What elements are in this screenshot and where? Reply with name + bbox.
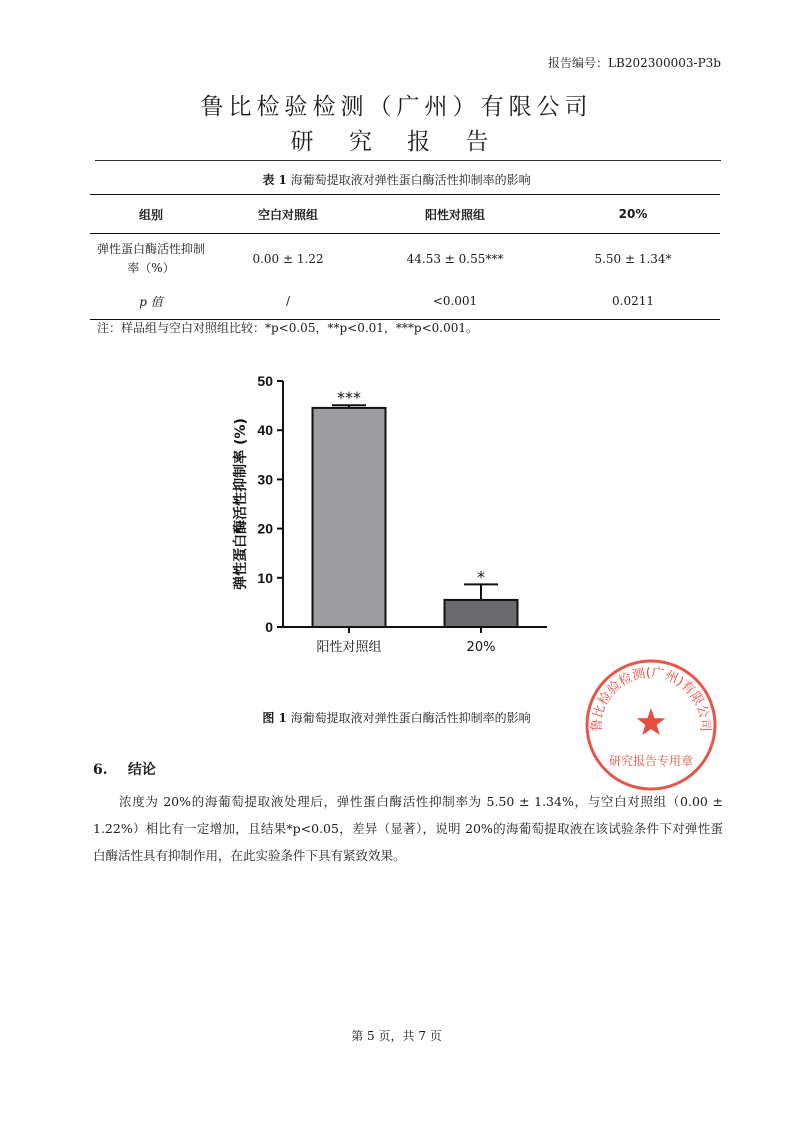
table-cell: 0.00 ± 1.22 bbox=[252, 251, 324, 266]
column-header: 空白对照组 bbox=[212, 195, 364, 234]
conclusion-paragraph: 浓度为 20%的海葡萄提取液处理后，弹性蛋白酶活性抑制率为 5.50 ± 1.34%，与空白对照组（0.00 ± 1.22%）相比有一定增加，且结果*p<0.05，差异（显著），说明 20%的海葡萄提取液在该试验条件下对弹性蛋白酶活性具有抑制作用，在此实验条件下具有紧致效果。 bbox=[93, 794, 723, 863]
figure-caption-text: 海葡萄提取液对弹性蛋白酶活性抑制率的影响 bbox=[290, 711, 531, 725]
row-label: 弹性蛋白酶活性抑制率（%） bbox=[96, 241, 205, 275]
section-title: 结论 bbox=[127, 762, 156, 778]
company-name: 鲁比检验检测（广州）有限公司 bbox=[200, 94, 593, 120]
table-header-row bbox=[90, 195, 720, 234]
seal-ring-text: 鲁比检验检测(广州)有限公司 bbox=[589, 665, 713, 733]
x-tick-label: 阳性对照组 bbox=[316, 640, 382, 655]
y-axis-title: 弹性蛋白酶活性抑制率 (%) bbox=[233, 418, 249, 590]
column-header: 阳性对照组 bbox=[364, 195, 546, 234]
table-caption-prefix: 表 1 bbox=[262, 173, 287, 187]
table-caption-text: 海葡萄提取液对弹性蛋白酶活性抑制率的影响 bbox=[290, 173, 531, 187]
section-heading bbox=[93, 759, 156, 779]
y-tick-label: 10 bbox=[257, 569, 273, 586]
table-row bbox=[90, 234, 720, 284]
column-header: 组别 bbox=[90, 195, 212, 234]
table-cell: <0.001 bbox=[364, 283, 546, 320]
bar bbox=[445, 600, 518, 627]
table-cell: 44.53 ± 0.55*** bbox=[406, 251, 504, 266]
table-cell bbox=[90, 234, 212, 284]
y-tick-label: 20 bbox=[257, 520, 273, 537]
y-tick-label: 40 bbox=[257, 422, 273, 439]
significance-label: * bbox=[477, 567, 485, 587]
table-caption bbox=[0, 171, 793, 188]
y-tick-label: 50 bbox=[257, 373, 273, 389]
chart-svg bbox=[225, 366, 565, 666]
y-tick-label: 0 bbox=[265, 619, 273, 635]
table-cell: p 值 bbox=[90, 283, 212, 320]
document-title: 研 究 报 告 bbox=[290, 129, 503, 155]
page-number: 第 5 页，共 7 页 bbox=[351, 1029, 442, 1043]
significance-label: *** bbox=[337, 388, 361, 408]
table-cell: / bbox=[212, 283, 364, 320]
table-row bbox=[90, 283, 720, 320]
bar-chart bbox=[225, 366, 565, 666]
header-divider bbox=[95, 160, 721, 161]
x-tick-label: 20% bbox=[466, 640, 496, 655]
table-note: 注：样品组与空白对照组比较：*p<0.05，**p<0.01，***p<0.001。 bbox=[97, 321, 479, 335]
section-number: 6. bbox=[93, 762, 108, 778]
table-cell: 0.0211 bbox=[546, 283, 720, 320]
seal-bottom-text: 研究报告专用章 bbox=[608, 754, 694, 768]
table-cell: 5.50 ± 1.34* bbox=[594, 251, 672, 266]
report-number: 报告编号：LB202300003-P3b bbox=[548, 56, 721, 70]
official-seal-graphic bbox=[571, 651, 735, 791]
column-header: 20% bbox=[546, 195, 720, 234]
official-seal bbox=[571, 651, 735, 791]
bar bbox=[313, 408, 386, 627]
results-table bbox=[90, 194, 720, 320]
seal-star bbox=[637, 708, 666, 735]
y-tick-label: 30 bbox=[257, 471, 273, 488]
figure-caption-prefix: 图 1 bbox=[262, 711, 287, 725]
